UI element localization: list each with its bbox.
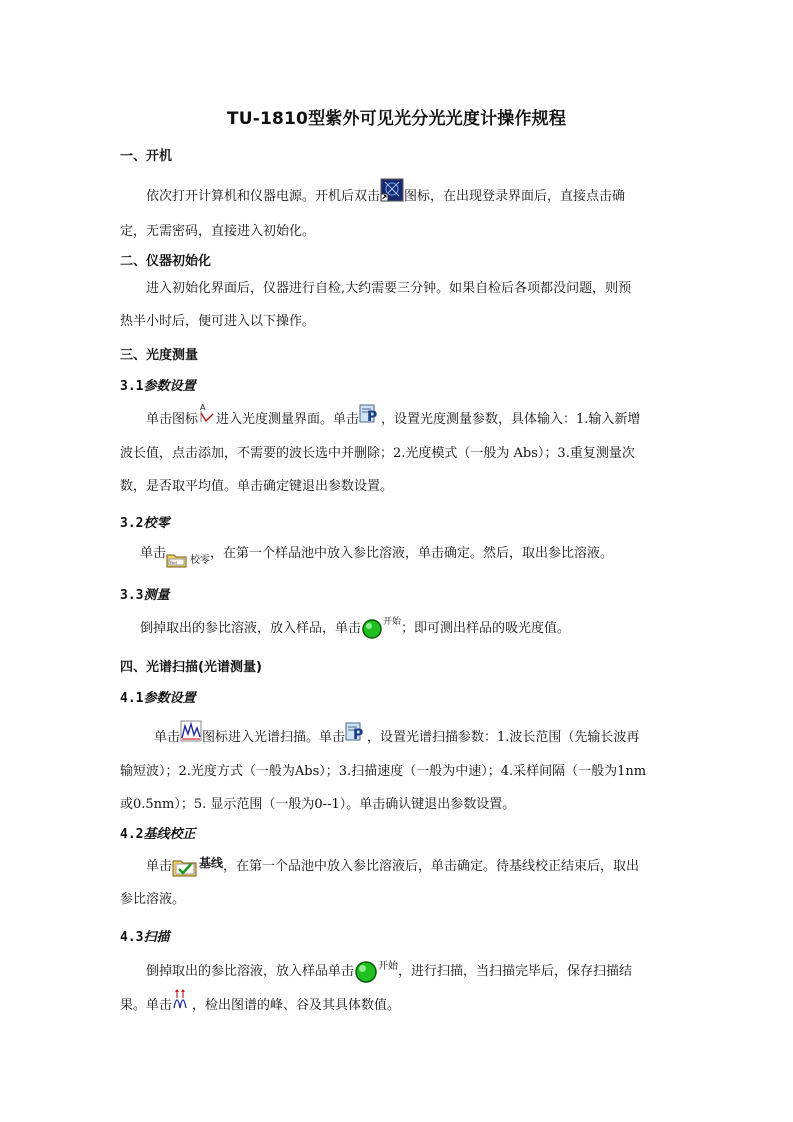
paragraph-3-1: 单击图标 A 进入光度测量界面。单击 P ，设置光度测量参数，具体输入：1.输入新增 波长值，点击添加，不需要的波长选中并删除；2.光度模式（一般为 Abs）；3.重复测量次 数，是否取平均值。单击确定键退出参数设置。 [120,403,641,494]
heading-startup: 一、开机 [120,149,173,164]
subheading-4-3: 4.3扫描 [120,930,170,945]
start-scan-button[interactable]: 开始 [354,955,398,988]
paragraph-startup: 依次打开计算机和仪器电源。开机后双击 图标，在出现登录界面后，直接点击确 定，无需密码，直接进入初始化。 [120,178,680,248]
svg-text:A: A [200,403,206,412]
scan-parameter-settings-icon[interactable] [345,720,367,755]
document-title: TU-1810型紫外可见光分光光度计操作规程 [226,109,567,129]
subheading-3-3: 3.3测量 [120,588,170,603]
heading-initialization: 二、仪器初始化 [120,254,212,269]
paragraph-3-2: 单击 Ref 校零，在第一个样品池中放入参比溶液，单击确定。然后，取出参比溶液。 [120,537,680,570]
spectrum-scan-icon[interactable] [180,720,202,755]
subheading-3-1: 3.1参数设置 [120,379,196,394]
heading-photometric: 三、光度测量 [120,348,199,363]
parameter-settings-icon[interactable] [359,402,381,437]
svg-text:Ref: Ref [170,560,177,565]
photometric-measure-icon[interactable] [198,402,216,437]
paragraph-4-2: 单击 基线，在第一个品池中放入参比溶液后，单击确定。待基线校正结束后，取出 参比溶液。 [120,850,680,916]
paragraph-4-3: 倒掉取出的参比溶液，放入样品单击 $^{开始}$，进行扫描，当扫描完毕后，保存扫描结 果。单击 ，检出图谱的峰、谷及其具体数值。 [120,955,680,1023]
paragraph-initialization: 进入初始化界面后，仪器进行自检,大约需要三分钟。如果自检后各项都没问题，则预 热半小时后，便可进入以下操作。 [120,281,632,329]
heading-spectrum-scan: 四、光谱扫描(光谱测量) [120,660,262,675]
paragraph-4-1: 单击 图标进入光谱扫描。单击 P ，设置光谱扫描参数：1.波长范围（先输长波再 输短波）；2.光度方式（一般为Abs）；3.扫描速度（一般为中速）；4.采样间隔（一般为1nm 或0.5nm）；5. 显示范围（一般为0--1）。单击确认键退出参数设置。 [120,720,680,821]
subheading-3-2: 3.2校零 [120,516,170,531]
svg-text:P: P [367,409,378,424]
start-measure-button[interactable]: 开始 [361,612,401,645]
baseline-correction-button[interactable]: 基线 [172,850,223,883]
subheading-4-2: 4.2基线校正 [120,827,196,842]
subheading-4-1: 4.1参数设置 [120,691,196,706]
zero-calibration-button[interactable]: Ref 校零 [166,544,210,564]
app-launch-icon[interactable] [380,178,404,215]
paragraph-3-3: 倒掉取出的参比溶液，放入样品，单击 $^{开始}$；即可测出样品的吸光度值。 [120,612,680,645]
svg-text:P: P [353,727,364,742]
peak-valley-detect-icon[interactable] [172,988,192,1023]
